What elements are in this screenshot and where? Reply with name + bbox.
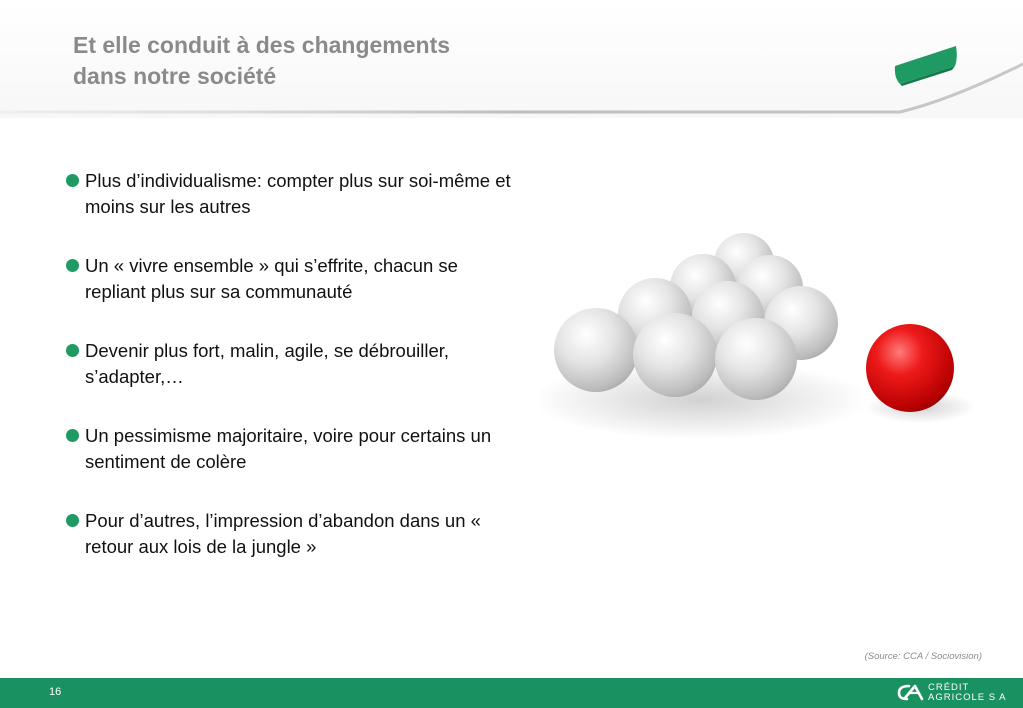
bullet-dot-icon — [66, 174, 79, 187]
bullet-text: Un pessimisme majoritaire, voire pour certains un sentiment de colère — [85, 425, 492, 472]
bullet-item — [66, 168, 516, 219]
bullet-dot-icon — [66, 344, 79, 357]
brand-name — [928, 683, 1007, 703]
bullet-item — [66, 253, 516, 304]
bullet-text: Pour d’autres, l’impression d’abandon dans un « retour aux lois de la jungle » — [85, 510, 481, 557]
slide-header — [0, 0, 1023, 118]
bullet-item — [66, 338, 516, 389]
slide-title-line-1: Et elle conduit à des changements — [73, 32, 451, 58]
slide-title — [73, 30, 450, 92]
bullet-dot-icon — [66, 259, 79, 272]
source-note: (Source: CCA / Sociovision) — [864, 651, 982, 662]
bullet-item — [66, 423, 516, 474]
bullet-text: Plus d’individualisme: compter plus sur soi-même et moins sur les autres — [85, 170, 511, 217]
bullet-text: Un « vivre ensemble » qui s’effrite, chacun se repliant plus sur sa communauté — [85, 255, 458, 302]
billiard-balls-illustration — [540, 225, 980, 475]
bullet-list — [66, 168, 516, 593]
slide-title-line-2: dans notre société — [73, 63, 277, 89]
brand-line-2: AGRICOLE S A — [928, 692, 1007, 703]
bullet-dot-icon — [66, 514, 79, 527]
slide-footer — [0, 678, 1023, 708]
bullet-item — [66, 508, 516, 559]
brand-line-1: CRÉDIT — [928, 682, 970, 693]
credit-agricole-emblem-icon — [895, 683, 925, 701]
bullet-dot-icon — [66, 429, 79, 442]
page-number: 16 — [49, 686, 62, 698]
bullet-text: Devenir plus fort, malin, agile, se débrouiller, s’adapter,… — [85, 340, 450, 387]
